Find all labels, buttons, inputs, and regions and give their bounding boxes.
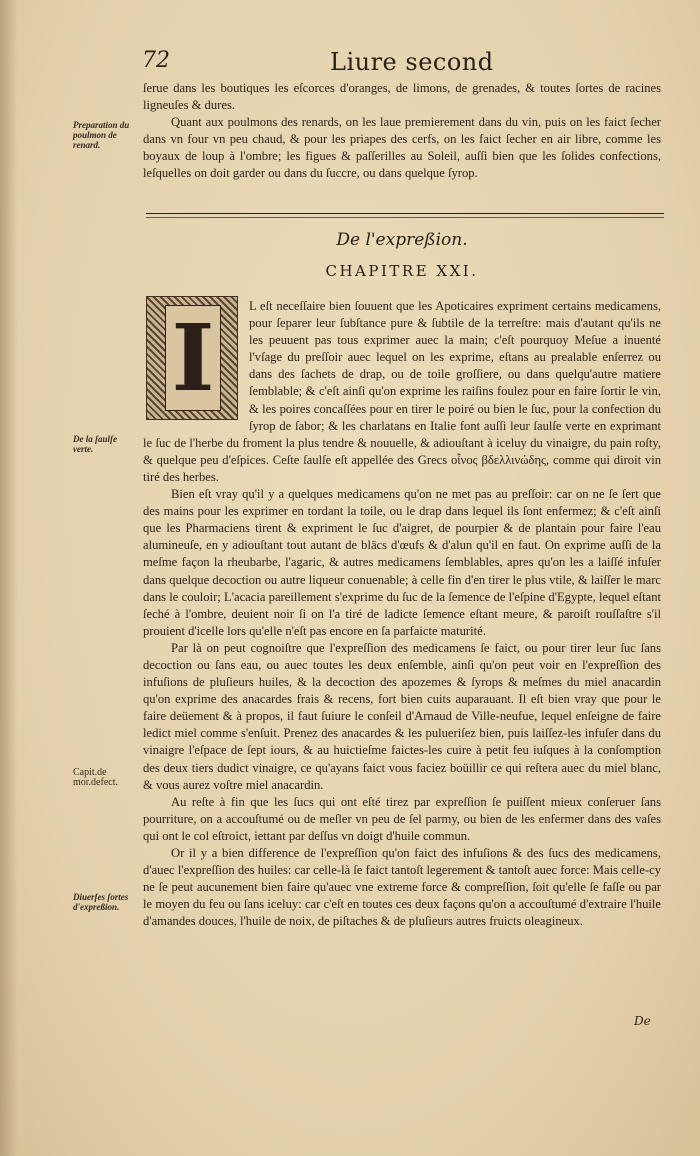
initial-letter: I <box>165 305 221 411</box>
text-block-preceding <box>143 80 661 183</box>
initial-spacer <box>143 298 243 422</box>
running-title: Liure second <box>330 48 494 76</box>
section-rule-thin <box>146 217 664 218</box>
chapter-heading: CHAPITRE XXI. <box>325 262 479 280</box>
margin-note-poulmon: Preparation du poulmon de renard. <box>73 120 130 150</box>
chapter-body <box>143 298 661 930</box>
margin-note-capit: Capit.de mor.defect. <box>73 767 118 788</box>
page-number: 72 <box>142 48 170 73</box>
catchword: De <box>634 1014 651 1028</box>
paragraph: Or il y a bien difference de l'expreſſion qu'on faict des infuſions & des ſucs des medicamens, d'auec l'expreſſion des huiles: car celle-là ſe faict tantoſt legerement & tantoſt auec force: Mais celle-cy ne ſe peut aucunement bien faire qu'auec vne extreme force & compreſſion, ſoit qu'elle ſe faſſe ou par le moyen du feu ou ſans iceluy: car c'eſt en toutes ces deux façons qu'on a accouſtumé d'extraire l'huile d'amandes douces, l'huile de noix, de piſtaches & de pluſieurs autres fruicts oleagineux. <box>143 846 661 929</box>
paragraph-opening <box>143 298 661 486</box>
section-rule <box>146 213 664 214</box>
paragraph: Par là on peut cognoiſtre que l'expreſſion des medicamens ſe faict, ou pour tirer leur ſuc ſans decoction ou ſans eau, ou auec toutes les deux enſemble, ainſi qu'on peut voir en l'expreſſion des infuſions de pluſieurs huiles, & la decoction des apozemes & ſyrops & meſmes du miel anacardin qu'on exprime des anacardes frais & recens, fort bien cuits auparauant. Il eſt bien vray que pour le faire deüement & à propos, il faut ſuiure le conſeil d'Arnaud de Ville-neufue, lequel enſeigne de faire ledict miel comme s'enſuit. Prenez des anacardes & les pulueriſez bien, puis laiſſez-les infuſer dans du vinaigre l'eſpace de ſept iours, & au huictieſme faictes-les cuire à petit feu iuſques à la conſomption des deux tiers dudict vinaigre, ce qu'ayans faict vous faciez boüillir ce qui reſtera auec du miel blanc, & vous aurez voſtre miel anacardin. <box>143 640 661 792</box>
paragraph: Au reſte à fin que les ſucs qui ont eſté tirez par expreſſion ſe puiſſent mieux conſeruer ſans pourriture, on a accouſtumé ou de meſler vn peu de ſel parmy, ou bien de les enfermer dans des vaſes qui ont le col eſtroict, iettant par deſſus vn doigt d'huile commun. <box>143 794 661 843</box>
paragraph: ſerue dans les boutiques les eſcorces d'oranges, de limons, de grenades, & toutes ſortes de racines ligneuſes & dures. <box>143 81 661 113</box>
margin-note-diuerses: Diuerſes ſortes d'expreßion. <box>73 892 129 912</box>
section-title: De l'expreßion. <box>336 230 468 250</box>
paragraph-text: L eſt neceſſaire bien ſouuent que les Apoticaires expriment certains medicamens, pour ſeparer leur ſubſtance pure & ſubtile de la terreſtre: mais d'autant qu'ils ne les peuuent pas tous exprimer auec la main; c'eſt pourquoy Meſue a inuenté l'vſage du preſſoir auec lequel on les exprime, eſtans au prealable enſerrez ou dans des ſachets de drap, ou de toile groſſiere, ou dans quelqu'autre matiere ſemblable; & c'eſt ainſi qu'on exprime les raiſins foulez pour en faire ſortir le vin, & les poires concaſſées pour en tirer le poiré ou bien le ſuc, pour la confection du ſyrop de ſabor; & les charlatans en Italie font auſſi leur ſaulſe verte en exprimant le ſuc de l'herbe du froment la plus tendre & nouuelle, & adiouſtant à iceluy du vinaigre, du pain roſty, & quelque peu d'eſpices. Ceſte ſaulſe eſt appellée des Grecs οἶνος βδελλινώδης, comme qui diroit vin tiré des herbes. <box>143 299 661 484</box>
page-header <box>142 48 662 78</box>
paragraph: Quant aux poulmons des renards, on les laue premierement dans du vin, puis on les faict ſecher dans vn four vn peu chaud, & pour les priapes des cerfs, on les faict ſecher en air libre, comme les boyaux de loup à l'ombre; les figues & paſſerilles au Soleil, auſſi bien que les ſolides confections, leſquelles on doit garder ou dans du ſuccre, ou dans quelque ſyrop. <box>143 115 661 181</box>
margin-note-saulse: De la ſaulſe verte. <box>73 434 117 454</box>
paragraph: Bien eſt vray qu'il y a quelques medicamens qu'on ne met pas au preſſoir: car on ne ſe ſert que des mains pour les exprimer en tordant la toile, ou le drap dans lequel ils ſont enfermez; & c'eſt ainſi que les Pharmaciens tirent & expriment le ſuc d'aigret, de pourpier & de plantain pour faire l'eau alumineuſe, en y adiouſtant tout autant de blācs d'œufs & d'alun qu'il en faut. On exprime auſſi de la meſme façon la rheubarbe, l'agaric, & autres medicamens ſemblables, apres qu'on les a laiſſé infuſer dans quelque decoction ou autre liqueur conuenable; à celle fin d'en tirer le plus vtile, & laiſſer le marc dans le couloir; L'acacia pareillement s'exprime du ſuc de la ſemence de l'eſpine d'Egypte, lequel eſtant ſeché à l'ombre, deuient noir ſi on l'a tiré de ladicte ſemence eſtant meure, & paroiſt rouſſaſtre s'il prouient d'icelle lors qu'elle n'eſt pas encore en ſa parfaicte maturité. <box>143 487 661 638</box>
